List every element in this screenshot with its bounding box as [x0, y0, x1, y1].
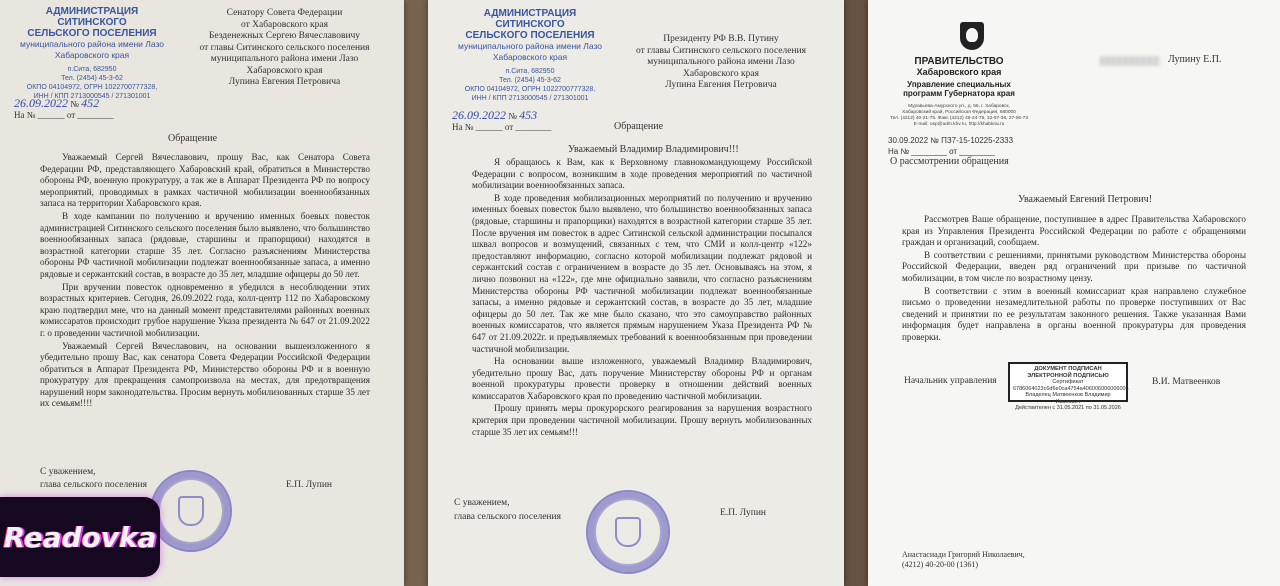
- greeting: Уважаемый Владимир Владимирович!!!: [568, 144, 739, 155]
- addressee-line: Лупина Евгения Петровича: [665, 80, 777, 90]
- body-paragraph: В ходе проведения мобилизационных мероприятий по получению и вручению именных боевых повесток было выявлено, что большинство военнообязанных запаса (рядовые, старшины и прапорщики) находятся в возрастной категории старше 35 лет. После вручения им повесток в адрес Ситинской сельской администрации посыпался шквал вопросов и возмущений, связанных с тем, что СМИ и колл-центр «122» предоставляют информацию, согласно которой мобилизации подлежат рядовой и сержантский состав с ограничением в возрасте до 35 лет. Основываясь на этом, я лично позвонил на «122», где мне официально заявили, что согласно разъяснениям Министерства обороны РФ частичной мобилизации подлежат военнообязанные запасы, а именно рядовые и сержантский состав, в возрасте до 35 лет, младшие офицеры до 50 лет. Так же мне было сказано, что это самоуправство районных военных комиссаратов, что является прямым нарушением Указа Президента РФ № 647 от 21.09.2022г. и предъявляемых требований к военнообязанным при проведении частичной мобилизации.: [472, 192, 812, 354]
- subject-line: О рассмотрении обращения: [890, 156, 1009, 167]
- letterhead: [12, 6, 172, 101]
- detail-line: Тел. (2454) 45-3-62: [61, 75, 123, 82]
- address-line: Хабаровский край, Российская Федерация, 680000: [902, 110, 1016, 115]
- executor-phone: (4212) 40-20-00 (1361): [902, 560, 978, 569]
- org-line: СЕЛЬСКОГО ПОСЕЛЕНИЯ: [27, 28, 157, 39]
- electronic-signature-stamp: [1008, 362, 1129, 411]
- org-line: АДМИНИСТРАЦИЯ: [45, 6, 139, 17]
- gov-name: ПРАВИТЕЛЬСТВО: [914, 56, 1004, 67]
- closing-regards: С уважением,: [40, 467, 96, 477]
- esig-line: ДОКУМЕНТ ПОДПИСАН: [1034, 366, 1102, 372]
- letter-to-president: [428, 0, 844, 586]
- detail-line: ИНН / КПП 2713000545 / 271301001: [33, 93, 151, 100]
- addressee-line: от главы Ситинского сельского поселения: [635, 45, 806, 56]
- addressee-line: муниципального района имени Лазо: [210, 54, 359, 64]
- esig-line: ЭЛЕКТРОННОЙ ПОДПИСЬЮ: [1027, 372, 1109, 379]
- esig-line: Владелец Матвеенков Владимир Иванович: [1025, 392, 1111, 405]
- recipient: Лупину Е.П.: [1168, 54, 1222, 65]
- doc-date: 30.09.2022: [888, 136, 929, 145]
- addressee-line: от Хабаровского края: [240, 19, 329, 30]
- greeting: Уважаемый Евгений Петрович!: [1018, 194, 1153, 205]
- body-paragraph: Прошу принять меры прокурорского реагирования за нарушения возрастного критерия при проведении частичной мобилизации. Прошу вернуть мобилизованных старше 35 лет их семьям!!!: [472, 403, 812, 437]
- reg-date: 26.09.2022: [14, 96, 68, 110]
- detail-line: п.Сита, 682950: [505, 68, 555, 75]
- esig-line: Действителен с 31.05.2021 по 31.05.2026: [1015, 405, 1121, 411]
- reg-na-label: На №: [452, 122, 474, 132]
- dept-line: Управление специальных: [907, 80, 1011, 89]
- doc-title: Обращение: [614, 121, 664, 132]
- ref-ot-label: от: [949, 147, 958, 156]
- body-paragraph: На основании выше изложенного, уважаемый Владимир Владимирович, убедительно прошу Вас, дать поручение Министерству обороны РФ и органам военной прокуратуры провести проверку в отношении действий военных комиссаратов Хабаровского края по проведению частичной мобилизации.: [472, 356, 812, 401]
- org-details: [450, 67, 610, 103]
- executor-name: Анастасиади Григорий Николаевич,: [902, 550, 1025, 559]
- reg-date-line: 26.09.2022 № 453: [452, 108, 538, 122]
- reply-body: [902, 214, 1246, 344]
- ref-na-label: На №: [888, 147, 910, 156]
- reg-na-label: На №: [14, 110, 36, 120]
- detail-line: ОКПО 04104972, ОГРН 1022700777328,: [464, 86, 596, 93]
- signer-name: Е.П. Лупин: [286, 480, 332, 490]
- doc-date-line: 30.09.2022 № ПЗ7-15-10225-2333: [888, 136, 1014, 145]
- doc-number: ПЗ7-15-10225-2333: [941, 136, 1014, 145]
- official-stamp: [150, 470, 232, 552]
- reg-ot-label: от: [66, 110, 76, 120]
- reg-number: 453: [519, 108, 538, 122]
- official-stamp: [586, 490, 670, 574]
- gov-address: [884, 104, 1034, 128]
- address-line: Муравьева-Амурского ул., д. 56, г. Хабаровск,: [908, 104, 1010, 109]
- stamp-emblem: [615, 517, 641, 547]
- org-name: [450, 8, 610, 63]
- org-sub-line: муниципального района имени Лазо: [20, 39, 164, 49]
- doc-title: Обращение: [168, 133, 218, 144]
- body-paragraph: При вручении повесток одновременно я убедился в несоблюдении этих возрастных критериев. Сегодня, 26.09.2022 года, колл-центр 112 по Хабаровскому краю подтвердил мне, что на данный момент представителями районных военных комиссаратов происходит грубое нарушение Указа президента № 647 от 21.09.2022 г. о проведении частичной мобилизации.: [40, 281, 370, 338]
- addressee-line: Хабаровского края: [683, 68, 759, 79]
- detail-line: п.Сита, 682950: [67, 66, 117, 73]
- address-line: E-mail: usp@adm.khv.ru, http://khabkrai.ru: [913, 122, 1005, 127]
- readovka-logo: [0, 497, 160, 577]
- logo-text: Readovka: [3, 520, 157, 554]
- government-reply: [868, 0, 1280, 586]
- org-sub-line: Хабаровского края: [492, 52, 568, 62]
- signer-position: глава сельского поселения: [40, 480, 147, 490]
- coat-of-arms-icon: [960, 22, 984, 50]
- org-line: АДМИНИСТРАЦИЯ: [483, 8, 577, 19]
- esig-line: Сертификат 6786064023c6d6e0ca4754a406006006006006: [1013, 379, 1129, 392]
- detail-line: ОКПО 04104972, ОГРН 1022700777328,: [26, 84, 158, 91]
- body-paragraph: Уважаемый Сергей Вячеславович, прошу Вас, как Сенатора Совета Федерации РФ, представляющего Хабаровский край, обратиться в Министерство обороны РФ, военную прокуратуру, а так же в Аппарат Президента РФ по вопросу мероприятий, проводимых в рамках частичной мобилизации военнообязанных запаса на территории Хабаровского края.: [40, 152, 370, 209]
- addressee-line: Безденежных Сергею Вячеславовичу: [208, 31, 361, 41]
- body-paragraph: Уважаемый Сергей Вячеславович, на основании вышеизложенного я убедительно прошу Вас, как сенатора Совета Федерации Российской Федерации обратиться в Аппарат Президента РФ, Министерство обороны РФ и в военную прокуратуру для прекращения самопроизвола на местах, для предотвращения нарушений норм законодательства. Просим вернуть мобилизованных старше 35 лет их семьям!!!!: [40, 340, 370, 409]
- addressee-line: муниципального района имени Лазо: [647, 57, 795, 67]
- stamp-emblem: [178, 496, 204, 526]
- reg-date-line: 26.09.2022 № 452: [14, 96, 100, 110]
- gov-region: Хабаровского края: [916, 67, 1002, 77]
- body-paragraph: В соответствии с решениями, принятыми руководством Министерства обороны Российской Федерации, введен ряд ограничений при призыве по частичной мобилизации, в том числе по возрастному цензу.: [902, 249, 1246, 283]
- signer-name: В.И. Матвеенков: [1152, 377, 1221, 387]
- detail-line: Тел. (2454) 45-3-62: [499, 77, 561, 84]
- org-line: СЕЛЬСКОГО ПОСЕЛЕНИЯ: [465, 30, 595, 41]
- addressee-line: от главы Ситинского сельского поселения: [199, 42, 370, 53]
- letter-body: [40, 152, 370, 410]
- redacted-field: [1100, 56, 1160, 66]
- reg-ref-line: На № ______ от ________: [14, 110, 114, 120]
- addressee-line: Президенту РФ В.В. Путину: [663, 34, 779, 44]
- detail-line: ИНН / КПП 2713000545 / 271301001: [471, 95, 589, 102]
- gov-header: [884, 56, 1034, 98]
- letter-body: [472, 157, 812, 438]
- reg-ot-label: от: [504, 122, 514, 132]
- closing-regards: С уважением,: [454, 498, 510, 508]
- letterhead: [450, 8, 610, 103]
- body-paragraph: Я обращаюсь к Вам, как к Верховному главнокомандующему Российской Федерации с вопросом, возникшим в ходе проведения мероприятий по частичной мобилизации военнообязанных запаса.: [472, 157, 812, 191]
- signer-title: Начальник управления: [904, 376, 997, 386]
- signer-position: глава сельского поселения: [454, 512, 561, 522]
- addressee-line: Лупина Евгения Петровича: [228, 77, 341, 87]
- body-paragraph: В соответствии с этим в военный комиссариат края направлено служебное письмо о проведении незамедлительной работы по проверке поступивших от Вас сведений и принятии по ее результатам законного решения. Также указанная Вами информация будет направлена в органы военной прокуратуры для проведения проверки.: [902, 285, 1246, 342]
- org-name: [12, 6, 172, 61]
- addressee-block: [182, 8, 387, 89]
- addressee-block: [616, 34, 826, 92]
- dept-line: программ Губернатора края: [903, 89, 1015, 98]
- org-sub-line: муниципального района имени Лазо: [458, 41, 602, 51]
- reg-date: 26.09.2022: [452, 108, 506, 122]
- addressee-line: Хабаровского края: [246, 65, 323, 76]
- org-line: СИТИНСКОГО: [57, 17, 127, 28]
- addressee-line: Сенатору Совета Федерации: [226, 8, 343, 18]
- org-line: СИТИНСКОГО: [495, 19, 565, 30]
- reg-number: 452: [81, 96, 100, 110]
- body-paragraph: В ходе кампании по получению и вручению именных боевых повесток администрацией Ситинского сельского поселения было выявлено, что большинство военнообязанных запаса (рядовые, старшины и прапорщики) находятся в возрастной категории старше 35 лет. Согласно разъяснениям Министерства обороны РФ частичной мобилизации подлежат военнообязанные запаса, а именно рядовые и сержантский состав, в возрасте до 35 лет, младшие офицеры до 50 лет.: [40, 210, 370, 279]
- reg-ref-line: На № ______ от ________: [452, 122, 552, 132]
- org-sub-line: Хабаровского края: [54, 50, 130, 60]
- signer-name: Е.П. Лупин: [720, 508, 766, 518]
- doc-ref-line: На № ________ от ________: [888, 147, 995, 156]
- body-paragraph: Рассмотрев Ваше обращение, поступившее в адрес Правительства Хабаровского края из Управления Президента Российской Федерации по работе с обращениями граждан и организаций, сообщаем.: [902, 214, 1246, 248]
- address-line: Тел. (4212) 40-21-75. Факс (4212) 46-24-75, 32-97-36, 27-06-73: [889, 116, 1029, 121]
